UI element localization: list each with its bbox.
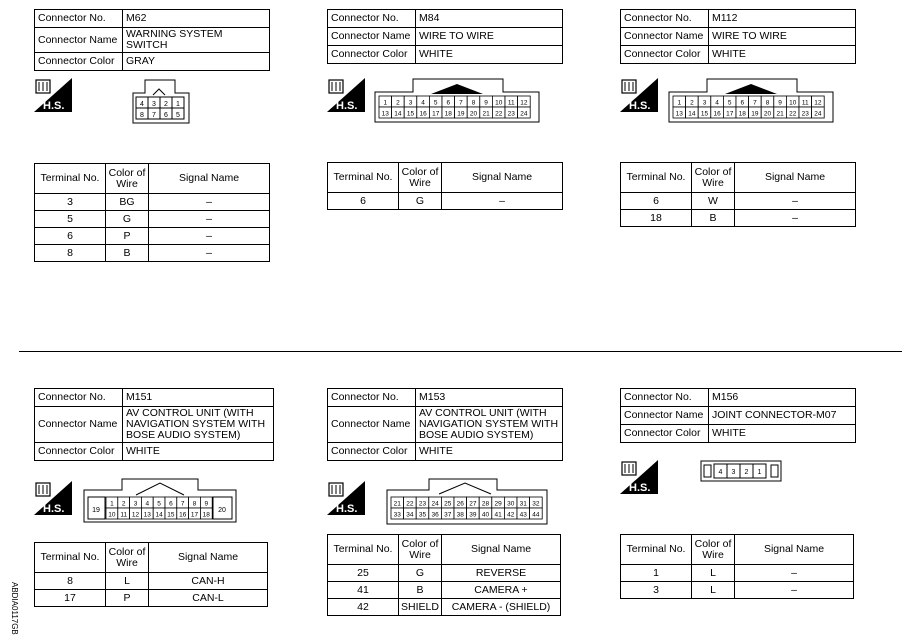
pin: 36 [431,511,439,519]
pin: 19 [92,507,100,514]
connector-face-m156 [700,460,782,487]
terminal-no-cell: 17 [35,590,106,607]
hs-label: H.S. [336,503,358,515]
connector-no-value: M151 [123,389,274,407]
connector-block-m151 [34,388,274,461]
signal-name-header: Signal Name [149,164,270,194]
pin: 8 [471,99,476,107]
pin: 29 [494,500,502,508]
pin: 25 [444,500,452,508]
table-row [621,210,856,227]
pin: 14 [688,110,696,118]
signal-name-cell: – [735,582,854,599]
color-of-wire-header: Color of Wire [106,543,149,573]
table-row [35,228,270,245]
signal-name-header: Signal Name [442,163,563,193]
terminal-table-m151 [34,542,268,607]
pin: 11 [120,511,128,519]
terminal-no-cell: 41 [328,582,399,599]
hs-label: H.S. [629,100,651,112]
pin: 5 [433,99,438,107]
connector-block-m156 [620,388,856,443]
pin: 19 [751,110,759,118]
signal-name-header: Signal Name [735,535,854,565]
connector-name-value: WIRE TO WIRE [416,28,563,46]
pin: 44 [532,511,540,519]
terminal-no-header: Terminal No. [621,535,692,565]
pin: 20 [469,110,478,118]
pin: 12 [520,99,528,107]
pin: 3 [702,99,707,107]
wire-color-cell: P [106,228,149,245]
table-row [328,193,563,210]
section-divider [19,351,902,352]
pin: 9 [204,500,209,508]
pin: 38 [456,511,464,519]
connector-no-label: Connector No. [328,10,416,28]
pin: 8 [765,99,770,107]
connector-name-value: WARNING SYSTEM SWITCH [123,28,270,53]
signal-name-cell: CAMERA + [442,582,561,599]
pin: 18 [738,110,746,118]
pin: 1 [677,99,682,107]
pin: 18 [444,110,452,118]
pin: 4 [421,99,425,107]
pin: 26 [456,500,464,508]
table-row [621,582,854,599]
pin: 7 [459,99,463,107]
wire-color-cell: G [399,193,442,210]
connector-no-value: M153 [416,389,563,407]
hs-label: H.S. [43,503,65,515]
pin: 4 [145,500,150,508]
pin: 13 [143,511,151,519]
pin: 4 [140,101,144,108]
wire-color-cell: B [106,245,149,262]
connector-face-m151 [80,478,240,529]
pin: 12 [131,511,140,519]
connector-name-value: AV CONTROL UNIT (WITH NAVIGATION SYSTEM WITH BOSE AUDIO SYSTEM) [123,407,274,443]
connector-block-m153 [327,388,563,461]
connector-no-value: M156 [709,389,856,407]
connector-face-m62 [131,79,191,130]
connector-color-label: Connector Color [35,53,123,71]
pin: 17 [726,110,734,118]
terminal-no-cell: 3 [35,194,106,211]
pin: 32 [532,500,540,508]
pin: 40 [481,511,490,519]
table-row [621,193,856,210]
connector-color-value: WHITE [709,425,856,443]
hs-label: H.S. [336,100,358,112]
document-code-text: ABDIA0117GB [10,582,19,635]
terminal-no-cell: 3 [621,582,692,599]
pin: 31 [519,500,527,508]
pin: 2 [744,469,749,476]
connector-name-label: Connector Name [328,407,416,443]
pin: 7 [180,500,185,508]
connector-name-label: Connector Name [621,28,709,46]
signal-name-cell: CAN-H [149,573,268,590]
hs-harness-side-icon [34,78,72,117]
pin: 4 [715,99,719,107]
connector-color-value: WHITE [123,443,274,461]
pin: 5 [176,112,180,119]
connector-name-value: WIRE TO WIRE [709,28,856,46]
signal-name-cell: – [149,194,270,211]
pin: 24 [814,110,822,118]
pin: 17 [190,511,199,519]
signal-name-cell: – [442,193,563,210]
connector-block-m62 [34,9,270,71]
pin: 15 [700,110,709,118]
signal-name-cell: – [735,193,856,210]
connector-color-label: Connector Color [35,443,123,461]
pin: 3 [152,101,156,108]
wire-color-cell: P [106,590,149,607]
signal-name-cell: – [149,245,270,262]
terminal-no-cell: 1 [621,565,692,582]
pin: 11 [507,99,515,107]
pin: 16 [419,110,427,118]
pin: 8 [140,112,144,119]
pin: 5 [157,500,161,508]
pin: 22 [406,500,414,508]
connector-info-table [327,388,563,461]
pin: 3 [133,500,138,508]
hs-harness-side-icon [327,78,365,117]
pin: 10 [789,99,797,107]
wire-color-cell: W [692,193,735,210]
pin: 18 [202,511,210,519]
pin: 12 [814,99,822,107]
signal-name-cell: – [735,565,854,582]
connector-no-value: M84 [416,10,563,28]
terminal-table-m153 [327,534,561,616]
pin-row-top [136,97,184,108]
signal-name-cell: – [735,210,856,227]
pin: 17 [432,110,440,118]
wire-color-cell: BG [106,194,149,211]
pin: 1 [176,101,180,108]
pin: 3 [731,469,736,476]
pin: 10 [108,511,116,519]
pin: 14 [155,511,163,519]
pin: 21 [776,110,784,118]
signal-name-cell: – [149,211,270,228]
pin: 16 [179,511,187,519]
connector-info-table [34,388,274,461]
pin: 6 [164,112,168,119]
pin: 30 [507,500,515,508]
connector-name-value: AV CONTROL UNIT (WITH NAVIGATION SYSTEM WITH BOSE AUDIO SYSTEM) [416,407,563,443]
signal-name-cell: CAMERA - (SHIELD) [442,599,561,616]
wire-color-cell: G [399,565,442,582]
pin: 15 [167,511,175,519]
pin: 13 [675,110,683,118]
terminal-no-cell: 25 [328,565,399,582]
pin: 16 [713,110,721,118]
connector-color-label: Connector Color [328,46,416,64]
connector-color-label: Connector Color [621,46,709,64]
terminal-no-header: Terminal No. [328,163,399,193]
pin: 13 [381,110,389,118]
pin-row-bottom [136,108,184,119]
terminal-no-header: Terminal No. [328,535,399,565]
terminal-no-cell: 6 [35,228,106,245]
table-row [328,582,561,599]
wire-color-cell: L [692,565,735,582]
connector-name-value: JOINT CONNECTOR-M07 [709,407,856,425]
pin: 21 [393,500,401,508]
pin: 2 [164,101,168,108]
pin: 33 [393,511,401,519]
pin: 28 [481,500,490,508]
terminal-table-m62 [34,163,270,262]
color-of-wire-header: Color of Wire [692,163,735,193]
pin: 24 [520,110,528,118]
pin: 23 [507,110,515,118]
pin: 42 [507,511,515,519]
pin: 3 [408,99,413,107]
pin: 23 [801,110,809,118]
connector-no-label: Connector No. [621,10,709,28]
signal-name-header: Signal Name [149,543,268,573]
hs-harness-side-icon [327,481,365,520]
pin: 10 [495,99,503,107]
pin: 41 [494,511,502,519]
wire-color-cell: L [106,573,149,590]
wire-color-cell: L [692,582,735,599]
connector-block-m112 [620,9,856,64]
pin: 7 [152,112,156,119]
pin: 14 [394,110,402,118]
pin: 34 [406,511,414,519]
pin: 1 [110,500,114,508]
pin: 35 [418,511,427,519]
signal-name-header: Signal Name [442,535,561,565]
pin: 20 [763,110,772,118]
connector-info-table [327,9,563,64]
hs-label: H.S. [43,100,65,112]
terminal-no-cell: 8 [35,573,106,590]
pin: 21 [482,110,490,118]
pin: 37 [444,511,452,519]
pin: 19 [457,110,465,118]
terminal-no-cell: 8 [35,245,106,262]
terminal-no-header: Terminal No. [35,543,106,573]
pin: 43 [519,511,527,519]
pin: 7 [753,99,757,107]
connector-face-m84 [373,78,543,129]
connector-color-value: WHITE [416,443,563,461]
connector-no-label: Connector No. [35,389,123,407]
table-row [35,245,270,262]
pin: 27 [469,500,477,508]
pin: 22 [789,110,797,118]
color-of-wire-header: Color of Wire [399,535,442,565]
pin: 8 [192,500,197,508]
color-of-wire-header: Color of Wire [692,535,735,565]
pin: 6 [740,99,745,107]
connector-color-value: WHITE [709,46,856,64]
pin: 24 [431,500,439,508]
pin: 1 [383,99,388,107]
connector-block-m84 [327,9,563,64]
connector-info-table [620,9,856,64]
signal-name-header: Signal Name [735,163,856,193]
table-row [35,573,268,590]
pin: 2 [121,500,126,508]
connector-no-label: Connector No. [35,10,123,28]
pin: 1 [757,469,762,476]
color-of-wire-header: Color of Wire [106,164,149,194]
wire-color-cell: G [106,211,149,228]
terminal-no-header: Terminal No. [35,164,106,194]
signal-name-cell: CAN-L [149,590,268,607]
connector-no-label: Connector No. [621,389,709,407]
pin: 6 [446,99,451,107]
pin: 9 [484,99,488,107]
pin: 6 [169,500,173,508]
connector-info-table [34,9,270,71]
terminal-no-cell: 18 [621,210,692,227]
table-row [621,565,854,582]
table-row [328,565,561,582]
connector-color-label: Connector Color [621,425,709,443]
signal-name-cell: – [149,228,270,245]
connector-name-label: Connector Name [35,28,123,53]
pin: 9 [778,99,782,107]
connector-face-m112 [667,78,837,129]
connector-name-label: Connector Name [621,407,709,425]
connector-name-label: Connector Name [35,407,123,443]
connector-name-label: Connector Name [328,28,416,46]
pin: 22 [495,110,503,118]
wire-color-cell: SHIELD [399,599,442,616]
terminal-no-cell: 6 [621,193,692,210]
hs-harness-side-icon [620,78,658,117]
document-code [0,580,19,638]
pin: 15 [406,110,415,118]
pin: 20 [218,507,226,514]
color-of-wire-header: Color of Wire [399,163,442,193]
terminal-no-cell: 5 [35,211,106,228]
pin: 5 [727,99,732,107]
connector-color-value: GRAY [123,53,270,71]
table-row [35,194,270,211]
pin: 39 [469,511,477,519]
hs-harness-side-icon [620,460,658,499]
connector-color-label: Connector Color [328,443,416,461]
table-row [328,599,561,616]
signal-name-cell: REVERSE [442,565,561,582]
connector-no-value: M62 [123,10,270,28]
hs-harness-side-icon [34,481,72,520]
terminal-no-header: Terminal No. [621,163,692,193]
hs-label: H.S. [629,482,651,494]
connector-info-table [620,388,856,443]
pin: 2 [690,99,694,107]
connector-no-value: M112 [709,10,856,28]
terminal-table-m112 [620,162,856,227]
terminal-no-cell: 42 [328,599,399,616]
terminal-table-m156 [620,534,854,599]
table-row [35,590,268,607]
connector-face-m153 [385,478,551,531]
wire-color-cell: B [692,210,735,227]
connector-no-label: Connector No. [328,389,416,407]
connector-color-value: WHITE [416,46,563,64]
pin: 23 [418,500,427,508]
pin: 11 [801,99,809,107]
table-row [35,211,270,228]
wire-color-cell: B [399,582,442,599]
terminal-table-m84 [327,162,563,210]
pin: 4 [718,469,723,476]
pin: 2 [396,99,400,107]
terminal-no-cell: 6 [328,193,399,210]
